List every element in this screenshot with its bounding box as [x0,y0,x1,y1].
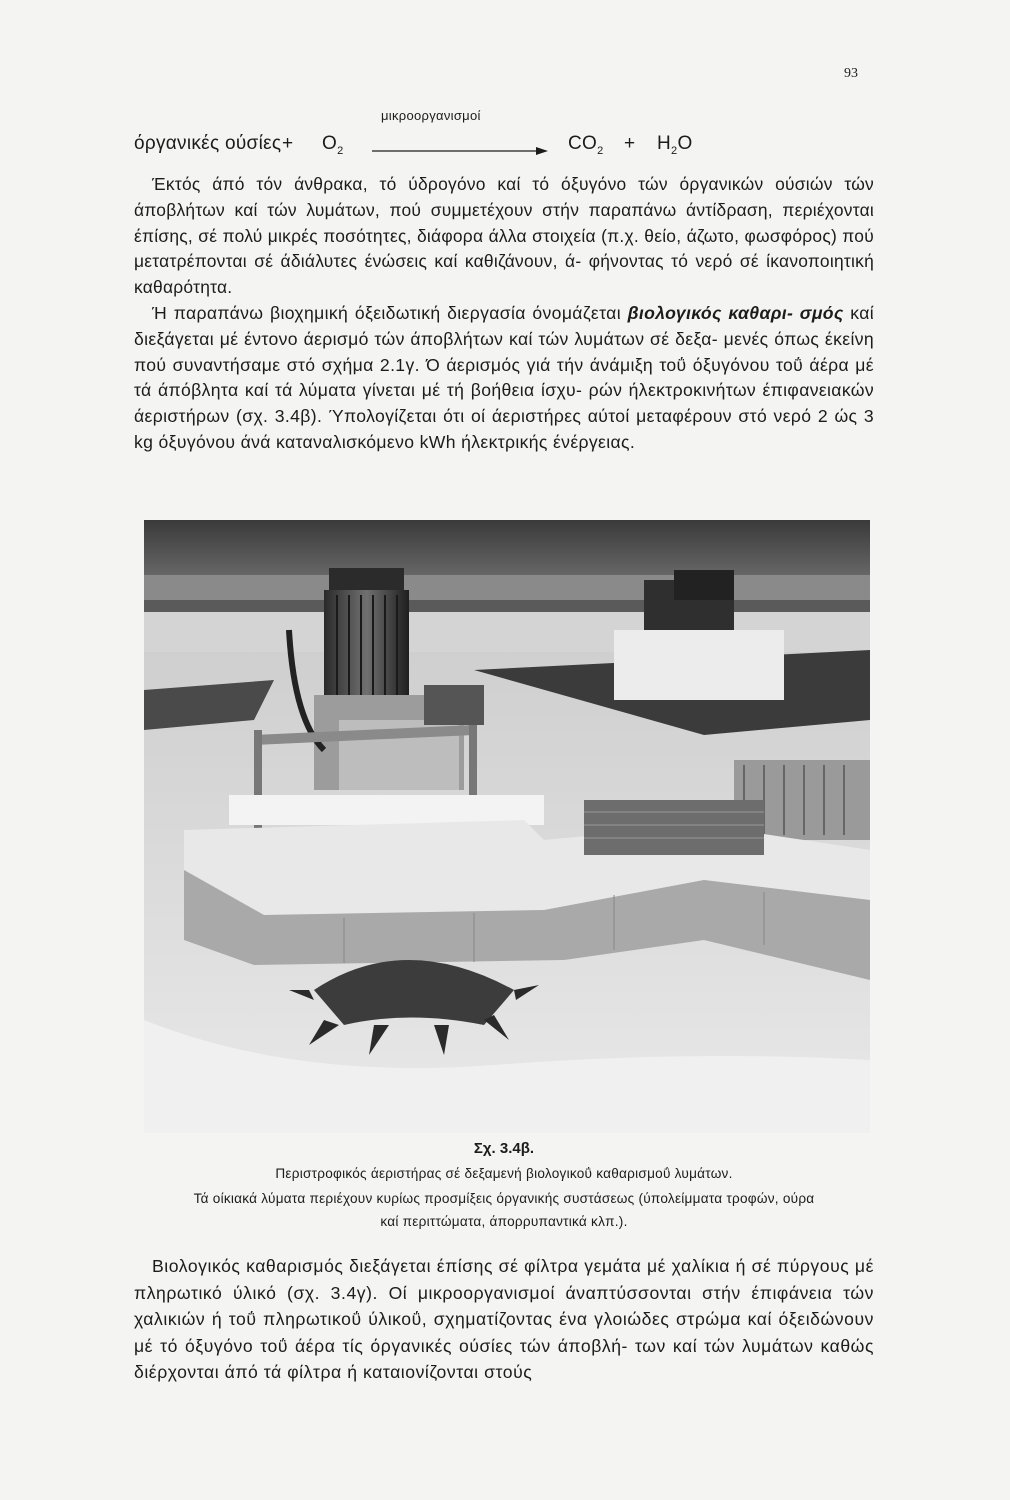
equation-oxygen [322,133,344,157]
figure-caption-line-3: καί περιττώματα, άπορρυπαντικά κλπ.). [380,1214,628,1229]
paragraph-filters-text: Βιολογικός καθαρισμός διεξάγεται έπίσης σέ φίλτρα γεμάτα μέ χαλίκια ή σέ πύργους μέ πληρωτικό ύλικό (σχ. 3.4γ). Οί μικροοργανισμοί άναπτύσσονται στήν έπιφάνεια τών χαλικιών ή τοΰ πληρωτικοΰ ύλικοΰ, σχηματίζοντας ένα γλοιώδες στρώμα καί όξειδώνουν μέ τό όξυγόνο τοΰ άέρα τίς όργανικές ούσίες τών άποβλή- των καί τών λυμάτων καθώς διέρχονται άπό τά φίλτρα ή καταιονίζονται στούς [134,1256,874,1383]
page-number: 93 [844,66,858,81]
equation-reactant-organic: όργανικές ούσίες [134,133,282,154]
o2-symbol: O [322,133,338,154]
chemical-equation [134,108,874,172]
equation-catalyst-label: μικροοργανισμοί [381,108,481,123]
paragraph-filters [134,1253,874,1386]
paragraph-biological-treatment [134,301,874,456]
co2-symbol: CO [568,133,598,154]
figure-caption-line-1: Περιστροφικός άεριστήρας σέ δεξαμενή βιολογικοΰ καθαρισμοΰ λυμάτων. [275,1166,733,1181]
h-symbol: H [657,133,672,154]
h2o-subscript: 2 [671,144,678,157]
equation-plus-sign: + [282,133,294,154]
paragraph-biological-treatment-body: καί διεξάγεται μέ έντονο άερισμό τών άποβλήτων καί τών λυμάτων σέ δεξα- μενές όπως έκείνη πού συναντήσαμε στό σχήμα 2.1γ. Ό άερισμός γιά τήν άνάμιξη τοΰ όξυγόνου τοΰ άέρα μέ τά άπόβλητα καί τά λύματα γίνεται μέ τή βοήθεια ίσχυ- ρών ήλεκτροκινήτων έπιφανειακών άεριστήρων (σχ. 3.4β). Ύπολογίζεται ότι οί άεριστήρες αύτοί μεταφέρουν στό νερό 2 ώς 3 kg όξυγόνου άνά καταναλισκόμενο kWh ήλεκτρικής ένέργειας. [134,303,874,452]
paragraph-biological-treatment-intro: Ή παραπάνω βιοχημική όξειδωτική διεργασία όνομάζεται [152,303,621,323]
equation-plus-sign-2: + [624,133,636,154]
paragraph-trace-elements-text: Έκτός άπό τόν άνθρακα, τό ύδρογόνο καί τό όξυγόνο τών όργανικών ούσιών τών άποβλήτων καί τών λυμάτων, πού συμμετέχουν στήν παραπάνω άντίδραση, περιέχονται έπίσης, σέ πολύ μικρές ποσότητες, διάφορα άλλα στοιχεία (π.χ. θείο, άζωτο, φωσφόρος) πού μετατρέπονται σέ άδιάλυτες ένώσεις καί καθιζάνουν, ά- φήνοντας τό νερό σέ ίκανοποιητική καθαρότητα. [134,174,874,298]
reaction-arrow-icon [372,145,548,157]
paragraph-trace-elements [134,172,874,301]
term-biological-treatment: βιολογικός καθαρι- σμός [627,303,844,323]
co2-subscript: 2 [597,144,604,157]
o-symbol: O [677,133,693,154]
equation-carbon-dioxide [568,133,604,157]
o2-subscript: 2 [337,144,344,157]
figure-label: Σχ. 3.4β. [473,1140,535,1157]
figure-caption-line-2: Τά οίκιακά λύματα περιέχουν κυρίως προσμίξεις όργανικής συστάσεως (ύπολείμματα τροφών, ούρα [193,1191,815,1206]
equation-water [657,133,693,157]
aerator-photograph [144,520,870,1133]
